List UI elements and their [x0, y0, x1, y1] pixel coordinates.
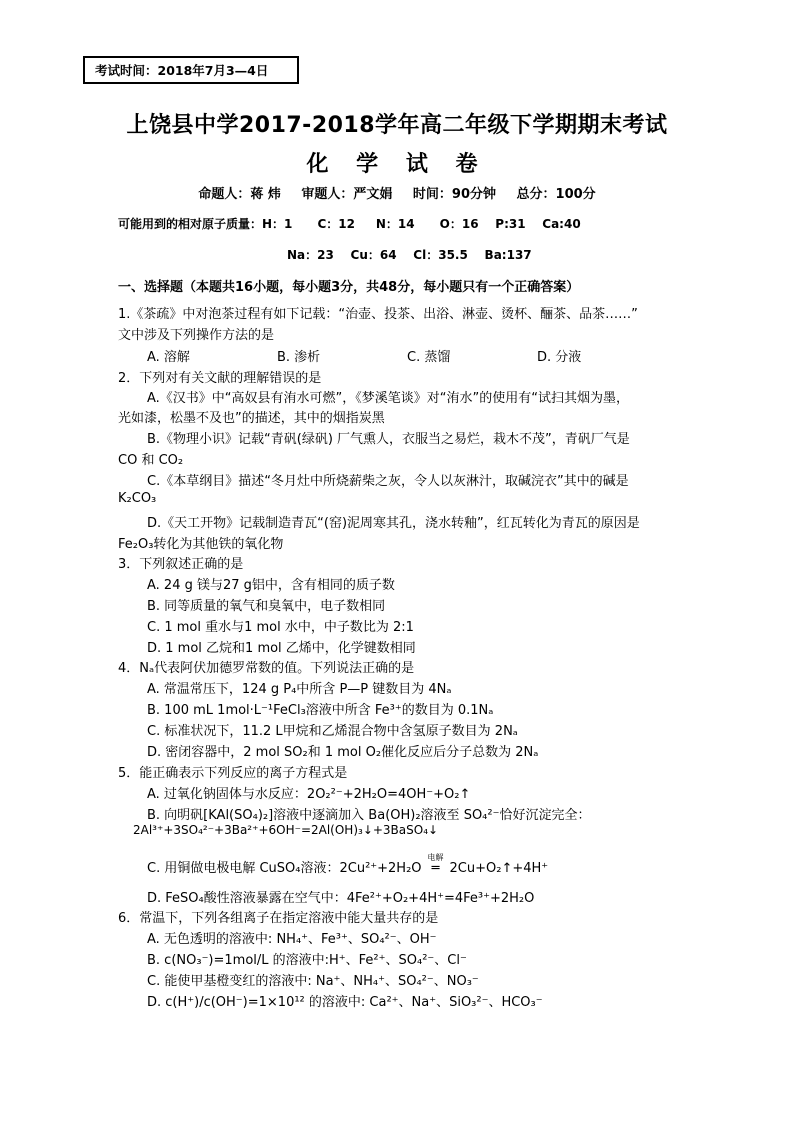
q4-option-a: A. 常温常压下，124 g P₄中所含 P—P 键数目为 4Nₐ — [147, 682, 452, 697]
q1-option-b: B. 渗析 — [277, 350, 321, 365]
q5-option-d: D. FeSO₄酸性溶液暴露在空气中：4Fe²⁺+O₂+4H⁺=4Fe³⁺+2H₂O — [147, 891, 535, 906]
q3-option-d: D. 1 mol 乙烷和1 mol 乙烯中，化学键数相同 — [147, 641, 416, 656]
section-heading: 一、选择题（本题共16小题，每小题3分，共48分，每小题只有一个正确答案） — [118, 280, 580, 295]
q3-stem: 3．下列叙述正确的是 — [118, 557, 244, 572]
q4-stem: 4．Nₐ代表阿伏加德罗常数的值。下列说法正确的是 — [118, 661, 415, 676]
atomic-masses-line-1: 可能用到的相对原子质量：H：1 C：12 N：14 O：16 P:31 Ca:40 — [118, 217, 581, 231]
duration: 时间：90分钟 — [412, 187, 497, 202]
q2-option-b-2: CO 和 CO₂ — [118, 453, 184, 468]
q1-option-a: A. 溶解 — [147, 350, 190, 365]
q5-option-c — [147, 853, 549, 876]
electrolysis-arrow: 电解 ═ — [422, 861, 450, 876]
exam-time-box — [83, 56, 299, 84]
q2-stem: 2．下列对有关文献的理解错误的是 — [118, 371, 322, 386]
q2-option-b-1: B.《物理小识》记载“青矾(绿矾) 厂气熏人，衣服当之易烂，栽木不茂”，青矾厂气是 — [147, 432, 630, 447]
q5-option-b-equation: 2Al³⁺+3SO₄²⁻+3Ba²⁺+6OH⁻=2Al(OH)₃↓+3BaSO₄↓ — [133, 823, 439, 837]
q2-option-a-2: 光如漆，松墨不及也”的描述，其中的烟指炭黑 — [118, 411, 385, 426]
q6-option-d: D. c(H⁺)/c(OH⁻)=1×10¹² 的溶液中: Ca²⁺、Na⁺、SiO₃²⁻、HCO₃⁻ — [147, 995, 543, 1010]
q5-option-c-condition: 电解 — [427, 853, 444, 862]
q3-option-c: C. 1 mol 重水与1 mol 水中，中子数比为 2:1 — [147, 620, 414, 635]
q5-stem: 5．能正确表示下列反应的离子方程式是 — [118, 766, 348, 781]
q5-option-a: A. 过氧化钠固体与水反应：2O₂²⁻+2H₂O=4OH⁻+O₂↑ — [147, 787, 471, 802]
atomic-masses-line-2: Na：23 Cu：64 Cl：35.5 Ba:137 — [287, 248, 532, 262]
q6-option-a: A. 无色透明的溶液中: NH₄⁺、Fe³⁺、SO₄²⁻、OH⁻ — [147, 932, 437, 947]
q1-options — [147, 346, 667, 365]
exam-time: 考试时间：2018年7月3—4日 — [95, 63, 269, 78]
q5-option-c-left: C. 用铜做电极电解 CuSO₄溶液：2Cu²⁺+2H₂O — [147, 861, 422, 876]
total-score: 总分：100分 — [516, 187, 596, 202]
q6-stem: 6．常温下，下列各组离子在指定溶液中能大量共存的是 — [118, 911, 439, 926]
exam-info — [0, 183, 794, 202]
q4-option-b: B. 100 mL 1mol·L⁻¹FeCl₃溶液中所含 Fe³⁺的数目为 0.1Nₐ — [147, 703, 494, 718]
page-subtitle: 化 学 试 卷 — [306, 152, 488, 177]
q3-option-a: A. 24 g 镁与27 g铝中，含有相同的质子数 — [147, 578, 395, 593]
q5-option-b-1: B. 向明矾[KAl(SO₄)₂]溶液中逐滴加入 Ba(OH)₂溶液至 SO₄²⁻恰好沉淀完全： — [147, 808, 591, 823]
q3-option-b: B. 同等质量的氧气和臭氧中，电子数相同 — [147, 599, 386, 614]
reviewer: 审题人：严文娟 — [301, 187, 393, 202]
q4-option-d: D. 密闭容器中，2 mol SO₂和 1 mol O₂催化反应后分子总数为 2Nₐ — [147, 745, 539, 760]
author: 命题人：蒋 炜 — [198, 187, 281, 202]
q2-option-c-2: K₂CO₃ — [118, 491, 157, 506]
q2-option-a-1: A.《汉书》中“高奴县有洧水可燃”，《梦溪笔谈》对“洧水”的使用有“试扫其烟为墨， — [147, 391, 629, 406]
q2-option-c-1: C.《本草纲目》描述“冬月灶中所烧薪柴之灰，令人以灰淋汁，取碱浣衣”其中的碱是 — [147, 474, 629, 489]
page-title: 上饶县中学2017-2018学年高二年级下学期期末考试 — [126, 113, 668, 138]
q1-stem-2: 文中涉及下列操作方法的是 — [118, 328, 275, 343]
q1-option-d: D. 分液 — [537, 350, 582, 365]
q1-option-c: C. 蒸馏 — [407, 350, 451, 365]
q6-option-b: B. c(NO₃⁻)=1mol/L 的溶液中:H⁺、Fe²⁺、SO₄²⁻、Cl⁻ — [147, 953, 467, 968]
q6-option-c: C. 能使甲基橙变红的溶液中: Na⁺、NH₄⁺、SO₄²⁻、NO₃⁻ — [147, 974, 479, 989]
q2-option-d-1: D.《天工开物》记载制造青瓦“(窑)泥周寒其孔，浇水转釉”，红瓦转化为青瓦的原因是 — [147, 516, 640, 531]
q4-option-c: C. 标准状况下，11.2 L甲烷和乙烯混合物中含氢原子数目为 2Nₐ — [147, 724, 518, 739]
q2-option-d-2: Fe₂O₃转化为其他铁的氧化物 — [118, 537, 284, 552]
q5-option-c-right: 2Cu+O₂↑+4H⁺ — [449, 861, 549, 876]
q1-stem-1: 1.《茶疏》中对泡茶过程有如下记载：“治壶、投茶、出浴、淋壶、烫杯、酾茶、品茶……” — [118, 307, 638, 322]
